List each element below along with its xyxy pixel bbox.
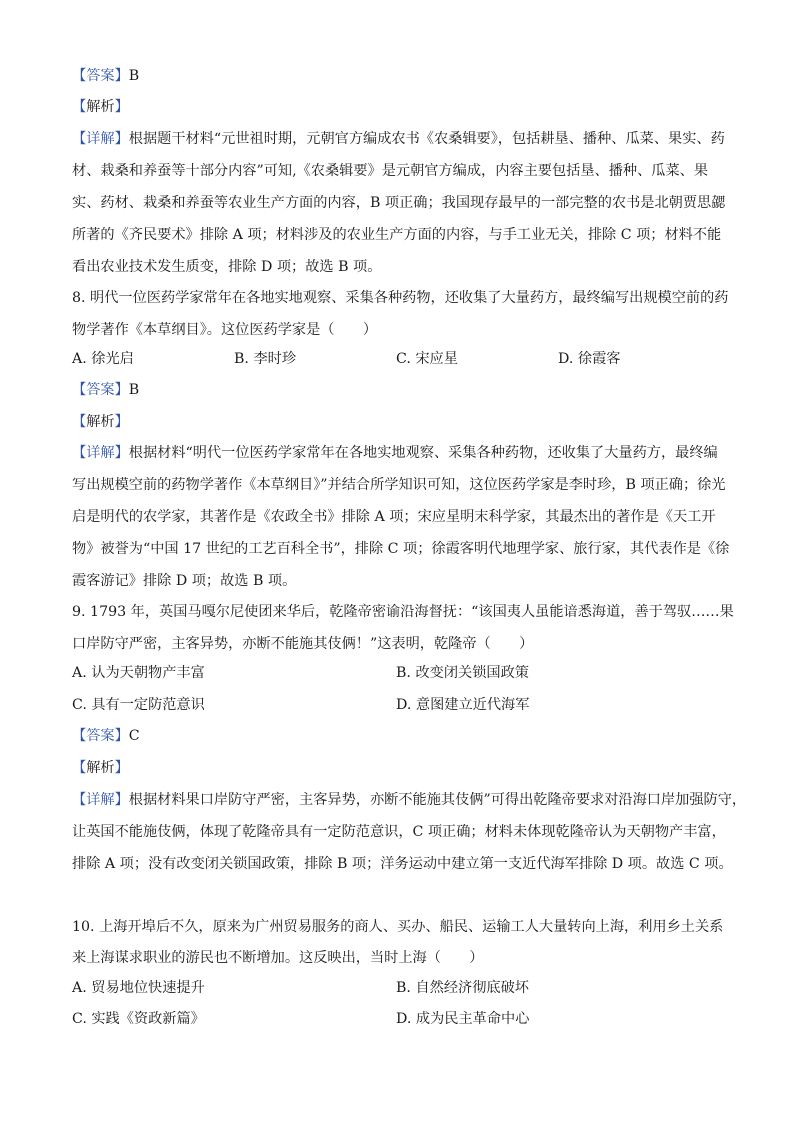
q8-stem-line: 物学著作《本草纲目》。这位医药学家是（ ） [72, 322, 378, 338]
q9-option-c: C. 具有一定防范意识 [72, 697, 205, 713]
q8-option-b: B. 李时珍 [234, 351, 297, 367]
q9-stem-line: 9. 1793 年，英国马嘎尔尼使团来华后，乾隆帝密谕沿海督抚：“该国夷人虽能谙悉海道，善于驾驭……果 [72, 604, 734, 620]
q8-answer: B [128, 382, 140, 398]
q10-option-d: D. 成为民主革命中心 [396, 1011, 530, 1027]
q7-detail-line: 材、栽桑和养蚕等十部分内容”可知,《农桑辑要》是元朝官方编成，内容主要包括垦、播种、瓜菜、果 [72, 163, 709, 179]
q10-stem-line: 来上海谋求职业的游民也不断增加。这反映出，当时上海（ ） [72, 950, 484, 966]
q10-option-b: B. 自然经济彻底破坏 [396, 980, 529, 996]
q7-analysis-heading: 【解析】 [72, 99, 129, 115]
q10-option-c: C. 实践《资政新篇》 [72, 1011, 205, 1027]
q8-answer-line: 【答案】B [72, 382, 140, 398]
q7-detail-line: 实、药材、栽桑和养蚕等农业生产方面的内容，B 项正确；我国现存最早的一部完整的农书是北朝贾思勰 [72, 195, 726, 211]
q8-analysis-heading: 【解析】 [72, 414, 129, 430]
q10-stem-line: 10. 上海开埠后不久，原来为广州贸易服务的商人、买办、船民、运输工人大量转向上海，利用乡土关系 [72, 919, 724, 935]
q9-option-b: B. 改变闭关锁国政策 [396, 665, 529, 681]
q8-option-a: A. 徐光启 [72, 351, 134, 367]
q9-option-d: D. 意图建立近代海军 [396, 697, 530, 713]
q9-detail-line: 让英国不能施伎俩，体现了乾隆帝具有一定防范意识，C 项正确；材料未体现乾隆帝认为天朝物产丰富， [72, 824, 726, 840]
q8-detail-line: 写出规模空前的药物学著作《本草纲目》”并结合所学知识可知，这位医药学家是李时珍，B 项正确；徐光 [72, 477, 726, 493]
q9-answer: C [128, 728, 140, 744]
q9-analysis-heading: 【解析】 [72, 760, 129, 776]
q7-answer: B [128, 68, 140, 84]
q7-answer-line [72, 67, 139, 85]
q8-option-c: C. 宋应星 [396, 351, 458, 367]
detail-label: 【详解】 [72, 131, 129, 147]
q9-stem-line: 口岸防守严密，主客异势，亦断不能施其伎俩！”这表明，乾隆帝（ ） [72, 636, 534, 652]
q8-detail-line: 【详解】根据材料“明代一位医药学家常年在各地实地观察、采集各种药物，还收集了大量药方，最终编 [72, 445, 718, 461]
q8-detail-line: 启是明代的农学家，其著作是《农政全书》排除 A 项；宋应星明末科学家，其最杰出的著作是《天工开 [72, 509, 716, 525]
q7-detail-line: 所著的《齐民要术》排除 A 项；材料涉及的农业生产方面的内容，与手工业无关，排除 C 项；材料不能 [72, 227, 722, 243]
q7-detail-line: 【详解】根据题干材料“元世祖时期，元朝官方编成农书《农桑辑要》，包括耕垦、播种、瓜菜、果实、药 [72, 131, 725, 147]
q9-option-a: A. 认为天朝物产丰富 [72, 665, 205, 681]
q7-detail-line: 看出农业技术发生质变，排除 D 项；故选 B 项。 [72, 259, 382, 275]
q8-option-d: D. 徐霞客 [558, 351, 621, 367]
answer-label: 【答案】 [72, 68, 129, 84]
q10-option-a: A. 贸易地位快速提升 [72, 980, 205, 996]
q9-detail-line: 排除 A 项；没有改变闭关锁国政策，排除 B 项；洋务运动中建立第一支近代海军排除 D 项。故选 C 项。 [72, 856, 733, 872]
q9-detail-line: 【详解】根据材料果口岸防守严密，主客异势，亦断不能施其伎俩”可得出乾隆帝要求对沿海口岸加强防守， [72, 792, 747, 808]
q8-detail-line: 霞客游记》排除 D 项；故选 B 项。 [72, 573, 297, 589]
q9-answer-line: 【答案】C [72, 728, 140, 744]
q8-stem-line: 8. 明代一位医药学家常年在各地实地观察、采集各种药物，还收集了大量药方，最终编写出规模空前的药 [72, 290, 729, 306]
analysis-label: 解析 [86, 99, 115, 115]
q8-detail-line: 物》被誉为“中国 17 世纪的工艺百科全书”，排除 C 项；徐霞客明代地理学家、旅行家，其代表作是《徐 [72, 541, 730, 557]
